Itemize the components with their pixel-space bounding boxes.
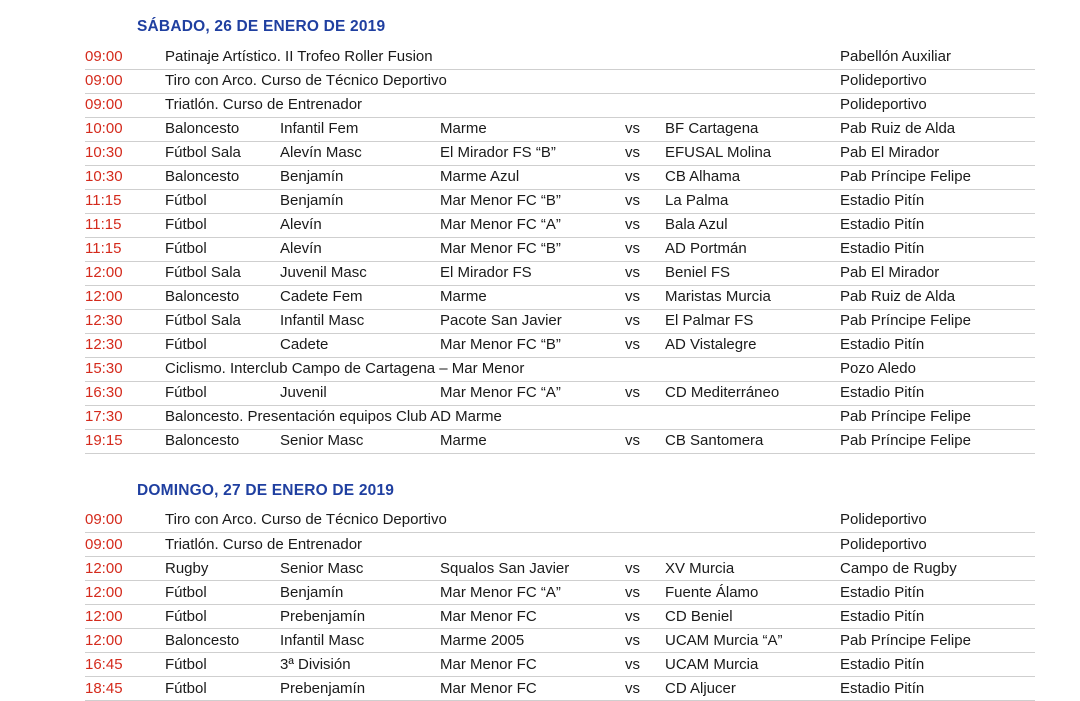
row-venue: Estadio Pitín bbox=[840, 381, 1035, 405]
row-gutter bbox=[0, 165, 85, 189]
row-home-team: Mar Menor FC bbox=[440, 677, 625, 701]
row-sport: Fútbol bbox=[165, 653, 280, 677]
row-time: 11:15 bbox=[85, 237, 165, 261]
row-time: 09:00 bbox=[85, 509, 165, 533]
row-venue: Polideportivo bbox=[840, 509, 1035, 533]
row-gutter-right bbox=[1035, 45, 1080, 69]
row-time: 12:00 bbox=[85, 581, 165, 605]
row-vs: vs bbox=[625, 237, 665, 261]
row-away-team: UCAM Murcia “A” bbox=[665, 629, 840, 653]
row-vs: vs bbox=[625, 629, 665, 653]
row-sport: Baloncesto bbox=[165, 165, 280, 189]
row-away-team: Bala Azul bbox=[665, 213, 840, 237]
row-gutter-right bbox=[1035, 653, 1080, 677]
row-time: 10:30 bbox=[85, 141, 165, 165]
row-category: Infantil Fem bbox=[280, 117, 440, 141]
row-vs: vs bbox=[625, 557, 665, 581]
row-venue: Pab Príncipe Felipe bbox=[840, 405, 1035, 429]
row-gutter-right bbox=[1035, 557, 1080, 581]
row-away-team: Maristas Murcia bbox=[665, 285, 840, 309]
row-gutter bbox=[0, 117, 85, 141]
row-sport: Baloncesto bbox=[165, 629, 280, 653]
row-gutter bbox=[0, 213, 85, 237]
row-description: Tiro con Arco. Curso de Técnico Deportivo bbox=[165, 69, 840, 93]
row-category: Juvenil Masc bbox=[280, 261, 440, 285]
row-gutter bbox=[0, 141, 85, 165]
row-sport: Baloncesto bbox=[165, 429, 280, 453]
row-venue: Pab Príncipe Felipe bbox=[840, 429, 1035, 453]
row-vs: vs bbox=[625, 605, 665, 629]
row-gutter-right bbox=[1035, 189, 1080, 213]
row-gutter-right bbox=[1035, 93, 1080, 117]
row-gutter bbox=[0, 653, 85, 677]
row-gutter bbox=[0, 93, 85, 117]
row-away-team: Fuente Álamo bbox=[665, 581, 840, 605]
row-venue: Pab El Mirador bbox=[840, 261, 1035, 285]
table-row bbox=[0, 69, 1080, 93]
table-row bbox=[0, 333, 1080, 357]
row-category: Prebenjamín bbox=[280, 677, 440, 701]
row-home-team: Mar Menor FC “B” bbox=[440, 237, 625, 261]
table-row bbox=[0, 93, 1080, 117]
row-gutter-right bbox=[1035, 237, 1080, 261]
row-venue: Estadio Pitín bbox=[840, 677, 1035, 701]
table-row bbox=[0, 629, 1080, 653]
row-category: Alevín Masc bbox=[280, 141, 440, 165]
row-gutter-right bbox=[1035, 333, 1080, 357]
row-home-team: Pacote San Javier bbox=[440, 309, 625, 333]
row-sport: Fútbol bbox=[165, 237, 280, 261]
row-gutter bbox=[0, 381, 85, 405]
row-venue: Estadio Pitín bbox=[840, 581, 1035, 605]
row-home-team: Marme 2005 bbox=[440, 629, 625, 653]
row-venue: Estadio Pitín bbox=[840, 189, 1035, 213]
row-category: Infantil Masc bbox=[280, 309, 440, 333]
row-venue: Pabellón Auxiliar bbox=[840, 45, 1035, 69]
row-vs: vs bbox=[625, 581, 665, 605]
row-venue: Estadio Pitín bbox=[840, 237, 1035, 261]
row-time: 19:15 bbox=[85, 429, 165, 453]
row-time: 12:30 bbox=[85, 333, 165, 357]
table-row bbox=[0, 509, 1080, 533]
row-time: 12:00 bbox=[85, 557, 165, 581]
section-title-sunday: DOMINGO, 27 DE ENERO DE 2019 bbox=[0, 454, 1080, 509]
table-row bbox=[0, 165, 1080, 189]
row-sport: Fútbol bbox=[165, 189, 280, 213]
row-vs: vs bbox=[625, 381, 665, 405]
row-gutter-right bbox=[1035, 165, 1080, 189]
row-gutter-right bbox=[1035, 629, 1080, 653]
table-row bbox=[0, 237, 1080, 261]
row-category: Prebenjamín bbox=[280, 605, 440, 629]
row-time: 09:00 bbox=[85, 45, 165, 69]
row-vs: vs bbox=[625, 213, 665, 237]
row-time: 10:30 bbox=[85, 165, 165, 189]
row-venue: Polideportivo bbox=[840, 93, 1035, 117]
row-time: 12:00 bbox=[85, 605, 165, 629]
row-category: Cadete Fem bbox=[280, 285, 440, 309]
row-gutter bbox=[0, 629, 85, 653]
row-sport: Fútbol Sala bbox=[165, 141, 280, 165]
table-row bbox=[0, 45, 1080, 69]
row-away-team: CB Santomera bbox=[665, 429, 840, 453]
row-category: Senior Masc bbox=[280, 429, 440, 453]
row-away-team: EFUSAL Molina bbox=[665, 141, 840, 165]
row-away-team: UCAM Murcia bbox=[665, 653, 840, 677]
table-row bbox=[0, 189, 1080, 213]
row-category: Alevín bbox=[280, 237, 440, 261]
row-time: 11:15 bbox=[85, 213, 165, 237]
row-home-team: Squalos San Javier bbox=[440, 557, 625, 581]
row-gutter bbox=[0, 429, 85, 453]
row-gutter bbox=[0, 261, 85, 285]
row-sport: Fútbol Sala bbox=[165, 261, 280, 285]
row-gutter bbox=[0, 309, 85, 333]
row-venue: Pab Príncipe Felipe bbox=[840, 629, 1035, 653]
row-description: Ciclismo. Interclub Campo de Cartagena – Mar Menor bbox=[165, 357, 840, 381]
row-description: Triatlón. Curso de Entrenador bbox=[165, 93, 840, 117]
row-gutter-right bbox=[1035, 429, 1080, 453]
section-title-saturday: SÁBADO, 26 DE ENERO DE 2019 bbox=[0, 0, 1080, 45]
row-away-team: CD Beniel bbox=[665, 605, 840, 629]
row-sport: Baloncesto bbox=[165, 285, 280, 309]
row-gutter bbox=[0, 189, 85, 213]
table-row bbox=[0, 261, 1080, 285]
row-away-team: La Palma bbox=[665, 189, 840, 213]
row-venue: Polideportivo bbox=[840, 69, 1035, 93]
table-row bbox=[0, 557, 1080, 581]
table-row bbox=[0, 381, 1080, 405]
row-category: Infantil Masc bbox=[280, 629, 440, 653]
row-venue: Pab Ruiz de Alda bbox=[840, 117, 1035, 141]
row-category: Cadete bbox=[280, 333, 440, 357]
row-gutter bbox=[0, 605, 85, 629]
row-away-team: CB Alhama bbox=[665, 165, 840, 189]
row-gutter-right bbox=[1035, 141, 1080, 165]
row-venue: Pab Ruiz de Alda bbox=[840, 285, 1035, 309]
row-gutter-right bbox=[1035, 213, 1080, 237]
row-description: Triatlón. Curso de Entrenador bbox=[165, 533, 840, 557]
row-gutter bbox=[0, 581, 85, 605]
row-gutter-right bbox=[1035, 533, 1080, 557]
row-gutter bbox=[0, 237, 85, 261]
row-vs: vs bbox=[625, 309, 665, 333]
row-venue: Estadio Pitín bbox=[840, 333, 1035, 357]
row-gutter bbox=[0, 285, 85, 309]
row-home-team: El Mirador FS “B” bbox=[440, 141, 625, 165]
row-sport: Rugby bbox=[165, 557, 280, 581]
row-vs: vs bbox=[625, 429, 665, 453]
row-venue: Campo de Rugby bbox=[840, 557, 1035, 581]
row-gutter-right bbox=[1035, 117, 1080, 141]
row-home-team: Mar Menor FC “A” bbox=[440, 213, 625, 237]
row-time: 12:00 bbox=[85, 285, 165, 309]
row-gutter-right bbox=[1035, 357, 1080, 381]
row-sport: Fútbol Sala bbox=[165, 309, 280, 333]
row-gutter-right bbox=[1035, 405, 1080, 429]
row-time: 17:30 bbox=[85, 405, 165, 429]
row-away-team: XV Murcia bbox=[665, 557, 840, 581]
row-vs: vs bbox=[625, 189, 665, 213]
row-gutter bbox=[0, 557, 85, 581]
table-row bbox=[0, 605, 1080, 629]
row-time: 16:30 bbox=[85, 381, 165, 405]
section-sunday bbox=[0, 454, 1080, 701]
row-sport: Fútbol bbox=[165, 677, 280, 701]
row-vs: vs bbox=[625, 653, 665, 677]
row-venue: Pab Príncipe Felipe bbox=[840, 309, 1035, 333]
row-category: Juvenil bbox=[280, 381, 440, 405]
row-time: 09:00 bbox=[85, 69, 165, 93]
row-sport: Fútbol bbox=[165, 381, 280, 405]
row-home-team: Marme bbox=[440, 117, 625, 141]
table-row bbox=[0, 405, 1080, 429]
table-row bbox=[0, 309, 1080, 333]
row-vs: vs bbox=[625, 333, 665, 357]
row-vs: vs bbox=[625, 165, 665, 189]
row-category: Senior Masc bbox=[280, 557, 440, 581]
row-venue: Pab Príncipe Felipe bbox=[840, 165, 1035, 189]
row-category: Alevín bbox=[280, 213, 440, 237]
row-home-team: Marme bbox=[440, 429, 625, 453]
row-gutter bbox=[0, 405, 85, 429]
table-row bbox=[0, 357, 1080, 381]
row-sport: Fútbol bbox=[165, 333, 280, 357]
row-description: Patinaje Artístico. II Trofeo Roller Fusion bbox=[165, 45, 840, 69]
table-row bbox=[0, 213, 1080, 237]
row-home-team: Mar Menor FC bbox=[440, 605, 625, 629]
row-home-team: Mar Menor FC “A” bbox=[440, 581, 625, 605]
row-time: 15:30 bbox=[85, 357, 165, 381]
table-row bbox=[0, 677, 1080, 701]
row-venue: Estadio Pitín bbox=[840, 605, 1035, 629]
row-away-team: BF Cartagena bbox=[665, 117, 840, 141]
row-gutter-right bbox=[1035, 509, 1080, 533]
row-category: Benjamín bbox=[280, 189, 440, 213]
table-row bbox=[0, 285, 1080, 309]
row-away-team: CD Mediterráneo bbox=[665, 381, 840, 405]
row-time: 12:30 bbox=[85, 309, 165, 333]
row-time: 18:45 bbox=[85, 677, 165, 701]
row-home-team: Mar Menor FC “B” bbox=[440, 333, 625, 357]
row-gutter-right bbox=[1035, 581, 1080, 605]
row-vs: vs bbox=[625, 285, 665, 309]
row-sport: Fútbol bbox=[165, 605, 280, 629]
row-gutter-right bbox=[1035, 309, 1080, 333]
row-venue: Pozo Aledo bbox=[840, 357, 1035, 381]
row-away-team: Beniel FS bbox=[665, 261, 840, 285]
row-description: Baloncesto. Presentación equipos Club AD Marme bbox=[165, 405, 840, 429]
table-row bbox=[0, 533, 1080, 557]
row-gutter-right bbox=[1035, 605, 1080, 629]
row-home-team: Mar Menor FC “B” bbox=[440, 189, 625, 213]
row-away-team: CD Aljucer bbox=[665, 677, 840, 701]
row-gutter bbox=[0, 69, 85, 93]
row-vs: vs bbox=[625, 141, 665, 165]
row-time: 10:00 bbox=[85, 117, 165, 141]
row-time: 09:00 bbox=[85, 93, 165, 117]
schedule-table-sunday bbox=[0, 509, 1080, 701]
row-venue: Estadio Pitín bbox=[840, 213, 1035, 237]
row-gutter-right bbox=[1035, 261, 1080, 285]
row-gutter bbox=[0, 45, 85, 69]
row-home-team: Marme Azul bbox=[440, 165, 625, 189]
schedule-table-saturday bbox=[0, 45, 1080, 454]
row-time: 12:00 bbox=[85, 261, 165, 285]
table-row bbox=[0, 141, 1080, 165]
row-gutter bbox=[0, 533, 85, 557]
row-venue: Polideportivo bbox=[840, 533, 1035, 557]
row-gutter-right bbox=[1035, 381, 1080, 405]
table-row bbox=[0, 581, 1080, 605]
row-sport: Fútbol bbox=[165, 213, 280, 237]
row-vs: vs bbox=[625, 261, 665, 285]
row-description: Tiro con Arco. Curso de Técnico Deportivo bbox=[165, 509, 840, 533]
row-time: 11:15 bbox=[85, 189, 165, 213]
row-time: 12:00 bbox=[85, 629, 165, 653]
row-sport: Fútbol bbox=[165, 581, 280, 605]
row-venue: Pab El Mirador bbox=[840, 141, 1035, 165]
row-home-team: Mar Menor FC “A” bbox=[440, 381, 625, 405]
table-row bbox=[0, 653, 1080, 677]
row-home-team: Mar Menor FC bbox=[440, 653, 625, 677]
row-vs: vs bbox=[625, 117, 665, 141]
row-gutter bbox=[0, 509, 85, 533]
row-category: Benjamín bbox=[280, 581, 440, 605]
row-away-team: El Palmar FS bbox=[665, 309, 840, 333]
table-row bbox=[0, 429, 1080, 453]
row-home-team: Marme bbox=[440, 285, 625, 309]
row-category: 3ª División bbox=[280, 653, 440, 677]
row-time: 16:45 bbox=[85, 653, 165, 677]
row-time: 09:00 bbox=[85, 533, 165, 557]
row-gutter-right bbox=[1035, 285, 1080, 309]
row-gutter bbox=[0, 333, 85, 357]
row-away-team: AD Portmán bbox=[665, 237, 840, 261]
row-gutter bbox=[0, 677, 85, 701]
row-gutter-right bbox=[1035, 69, 1080, 93]
row-home-team: El Mirador FS bbox=[440, 261, 625, 285]
row-gutter bbox=[0, 357, 85, 381]
row-category: Benjamín bbox=[280, 165, 440, 189]
row-venue: Estadio Pitín bbox=[840, 653, 1035, 677]
row-gutter-right bbox=[1035, 677, 1080, 701]
row-vs: vs bbox=[625, 677, 665, 701]
row-sport: Baloncesto bbox=[165, 117, 280, 141]
row-away-team: AD Vistalegre bbox=[665, 333, 840, 357]
table-row bbox=[0, 117, 1080, 141]
